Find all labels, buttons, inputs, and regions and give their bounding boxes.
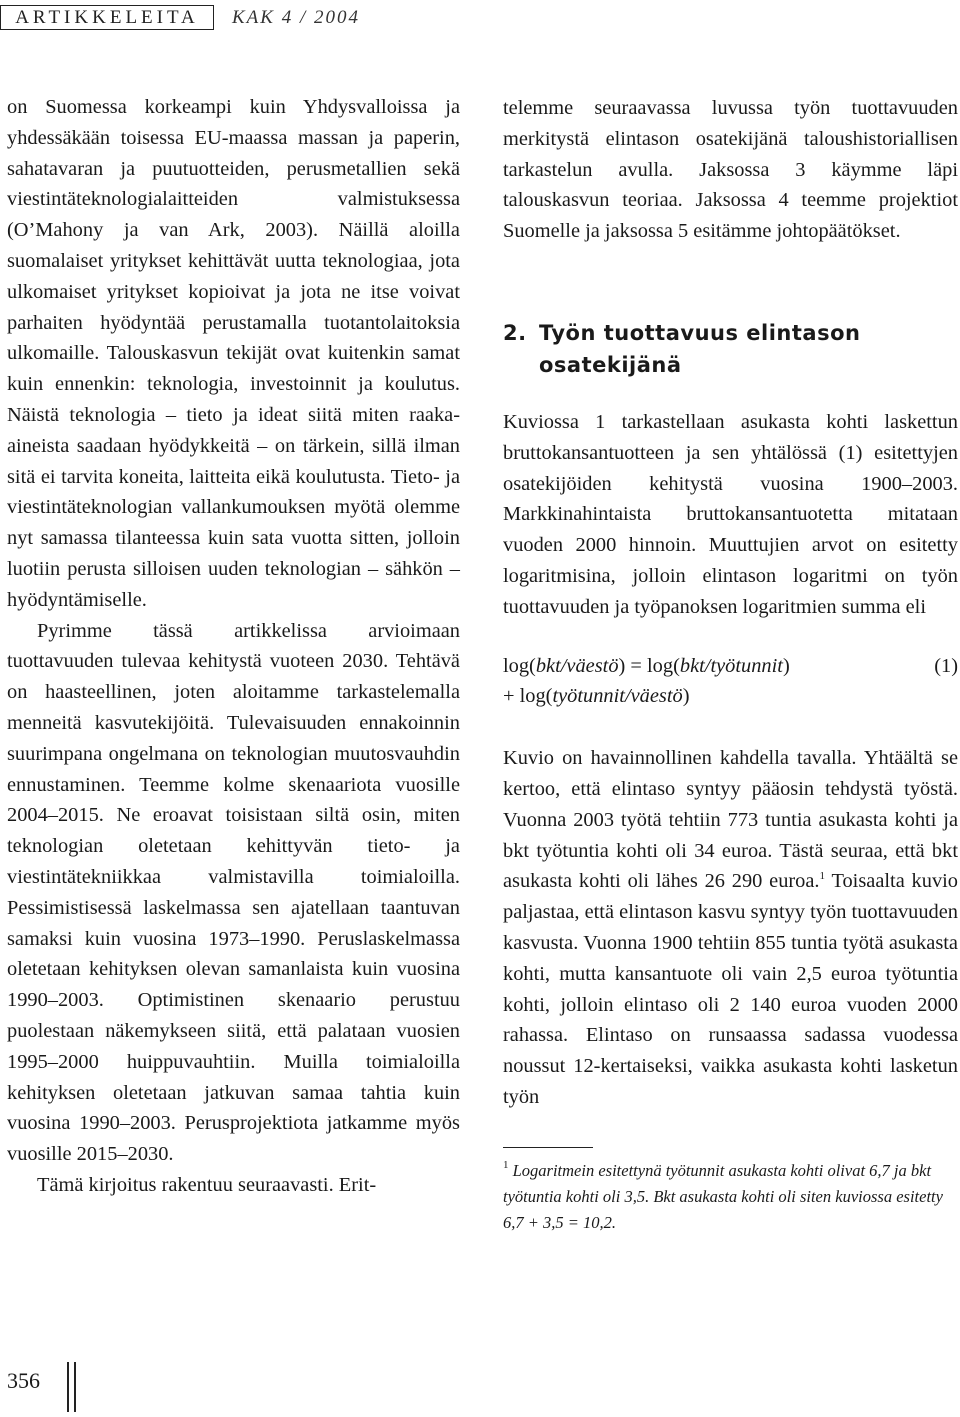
running-header bbox=[0, 4, 360, 31]
margin-rule-left bbox=[67, 1362, 69, 1412]
page-number: 356 bbox=[7, 1368, 40, 1393]
left-column bbox=[7, 92, 460, 1201]
right-paragraph-1: telemme seuraavassa luvussa työn tuottavuuden merkitystä elintason osatekijänä taloushistoriallisen tarkastelun avulla. Jaksossa 3 käymme läpi talouskasvun teoriaa. Jaksossa 4 teemme projektiot Suomelle ja jaksossa 5 esitämme johtopäätökset. bbox=[503, 97, 958, 243]
equation-line-2: + log(työtunnit/väestö) bbox=[503, 685, 690, 708]
margin-rule-right bbox=[74, 1362, 76, 1412]
footnote bbox=[503, 1158, 958, 1236]
right-paragraph-2: Kuviossa 1 tarkastellaan asukasta kohti laskettun bruttokansantuotteen ja sen yhtälössä (1) esitettyjen osatekijöiden kehitystä vuosina 1900–2003. Markkinahintaista bruttokansantuotetta mitataan vuoden 2000 hinnoin. Muuttujien arvot on esitetty logaritmisina, jolloin elintason logaritmi on työn tuottavuuden ja työpanoksen logaritmien summa eli bbox=[503, 410, 958, 618]
left-paragraph-1: on Suomessa korkeampi kuin Yhdysvalloissa ja yhdessäkään toisessa EU-maassa massan ja paperin, sahatavaran ja puutuotteiden, perusmetallien sekä viestintäteknologialaitteiden valmistuksessa (O’Mahony ja van Ark, 2003). Näillä aloilla suomalaiset yritykset kehittävät uutta teknologiaa, jota ulkomaiset yritykset kopioivat ja jota ne itse voivat parhaiten hyödyntää perustamalla tuotantolaitoksia ulkomaille. Talouskasvun tekijät ovat kuitenkin samat kuin ennenkin: teknologia, investoinnit ja koulutus. Näistä teknologia – tieto ja ideat siitä miten raaka-aineista saadaan hyödykkeitä – on tärkein, sillä ilman sitä ei tarvita koneita, laitteita eikä koulutusta. Tieto- ja viestintäteknologian vallankumouksen myötä olemme nyt samassa tilanteessa kuin sata vuotta sitten, jolloin luotiin perusta silloisen uuden teknologian – sähkön – hyödyntämiselle. bbox=[7, 96, 460, 611]
left-paragraph-2: Pyrimme tässä artikkelissa arvioimaan tuottavuuden tulevaa kehitystä vuoteen 2030. Tehtävä on haasteellinen, joten aloitamme tarkastelemalla menneitä kasvutekijöitä. Tulevaisuuden ennakoinnin suurimpana ongelmana on teknologian muutosvauhdin ennustaminen. Teemme kolme skenaariota vuosille 2004–2015. Ne eroavat toisistaan siltä osin, miten teknologian oletetaan kehittyvän tieto- ja viestintätekniikkaa valmistavilla toimialoilla. Pessimistisessä laskelmassa sen ajatellaan taantuvan samaksi kuin vuosina 1973–1990. Peruslaskelmassa oletetaan kehityksen olevan samanlaista kuin vuosina 1990–2003. Optimistinen skenaario perustuu puolestaan näkemykseen siitä, että palataan vuosien 1995–2000 huippuvauhtiin. Muilla toimialoilla kehityksen oletetaan jatkuvan samaa tahtia kuin vuosina 1990–2003. Perusprojektiota jatkamme myös vuosille 2015–2030. bbox=[7, 619, 460, 1166]
equation-1 bbox=[503, 651, 958, 682]
equation-number: (1) bbox=[934, 654, 958, 677]
left-paragraph-3: Tämä kirjoitus rakentuu seuraavasti. Erit- bbox=[37, 1173, 377, 1196]
footnote-text: Logaritmein esitettynä työtunnit asukasta kohti olivat 6,7 ja bkt työtuntia kohti oli 3,5. Bkt asukasta kohti oli siten kuviossa esitetty 6,7 + 3,5 = 10,2. bbox=[503, 1160, 943, 1232]
section-number: 2. bbox=[503, 320, 527, 345]
equation-line-1: log(bkt/väestö) = log(bkt/työtunnit) bbox=[503, 654, 790, 677]
section-label: ARTIKKELEITA bbox=[0, 5, 214, 30]
right-paragraph-3: Kuvio on havainnollinen kahdella tavalla. Yhtäältä se kertoo, että elintaso syntyy pääosin tehdystä työstä. Vuonna 2003 työtä tehtiin 773 tuntia asukasta kohti ja bkt työtuntia kohti oli 34 euroa. Tästä seuraa, että bkt asukasta kohti oli lähes 26 290 euroa.$^1$ Toisaalta kuvio paljastaa, että elintason kasvu syntyy työn tuottavuuden kasvusta. Vuonna 1900 tehtiin 855 tuntia työtä asukasta kohti, mutta kansantuote oli vain 2,5 euroa työtuntia kohti, jolloin elintaso oli 2 140 euroa vuoden 2000 rahassa. Elintaso on runsaassa sadassa vuodessa noussut 12-kertaiseksi, vaikka asukasta kohti lasketun työn bbox=[503, 747, 958, 1108]
footnote-reference[interactable]: 1 bbox=[819, 870, 826, 883]
right-column bbox=[503, 93, 958, 1236]
section-heading bbox=[503, 317, 958, 381]
issue-label: KAK 4 / 2004 bbox=[232, 6, 360, 28]
footnote-marker: 1 bbox=[503, 1158, 509, 1171]
section-title: Työn tuottavuus elintason osatekijänä bbox=[539, 320, 861, 377]
